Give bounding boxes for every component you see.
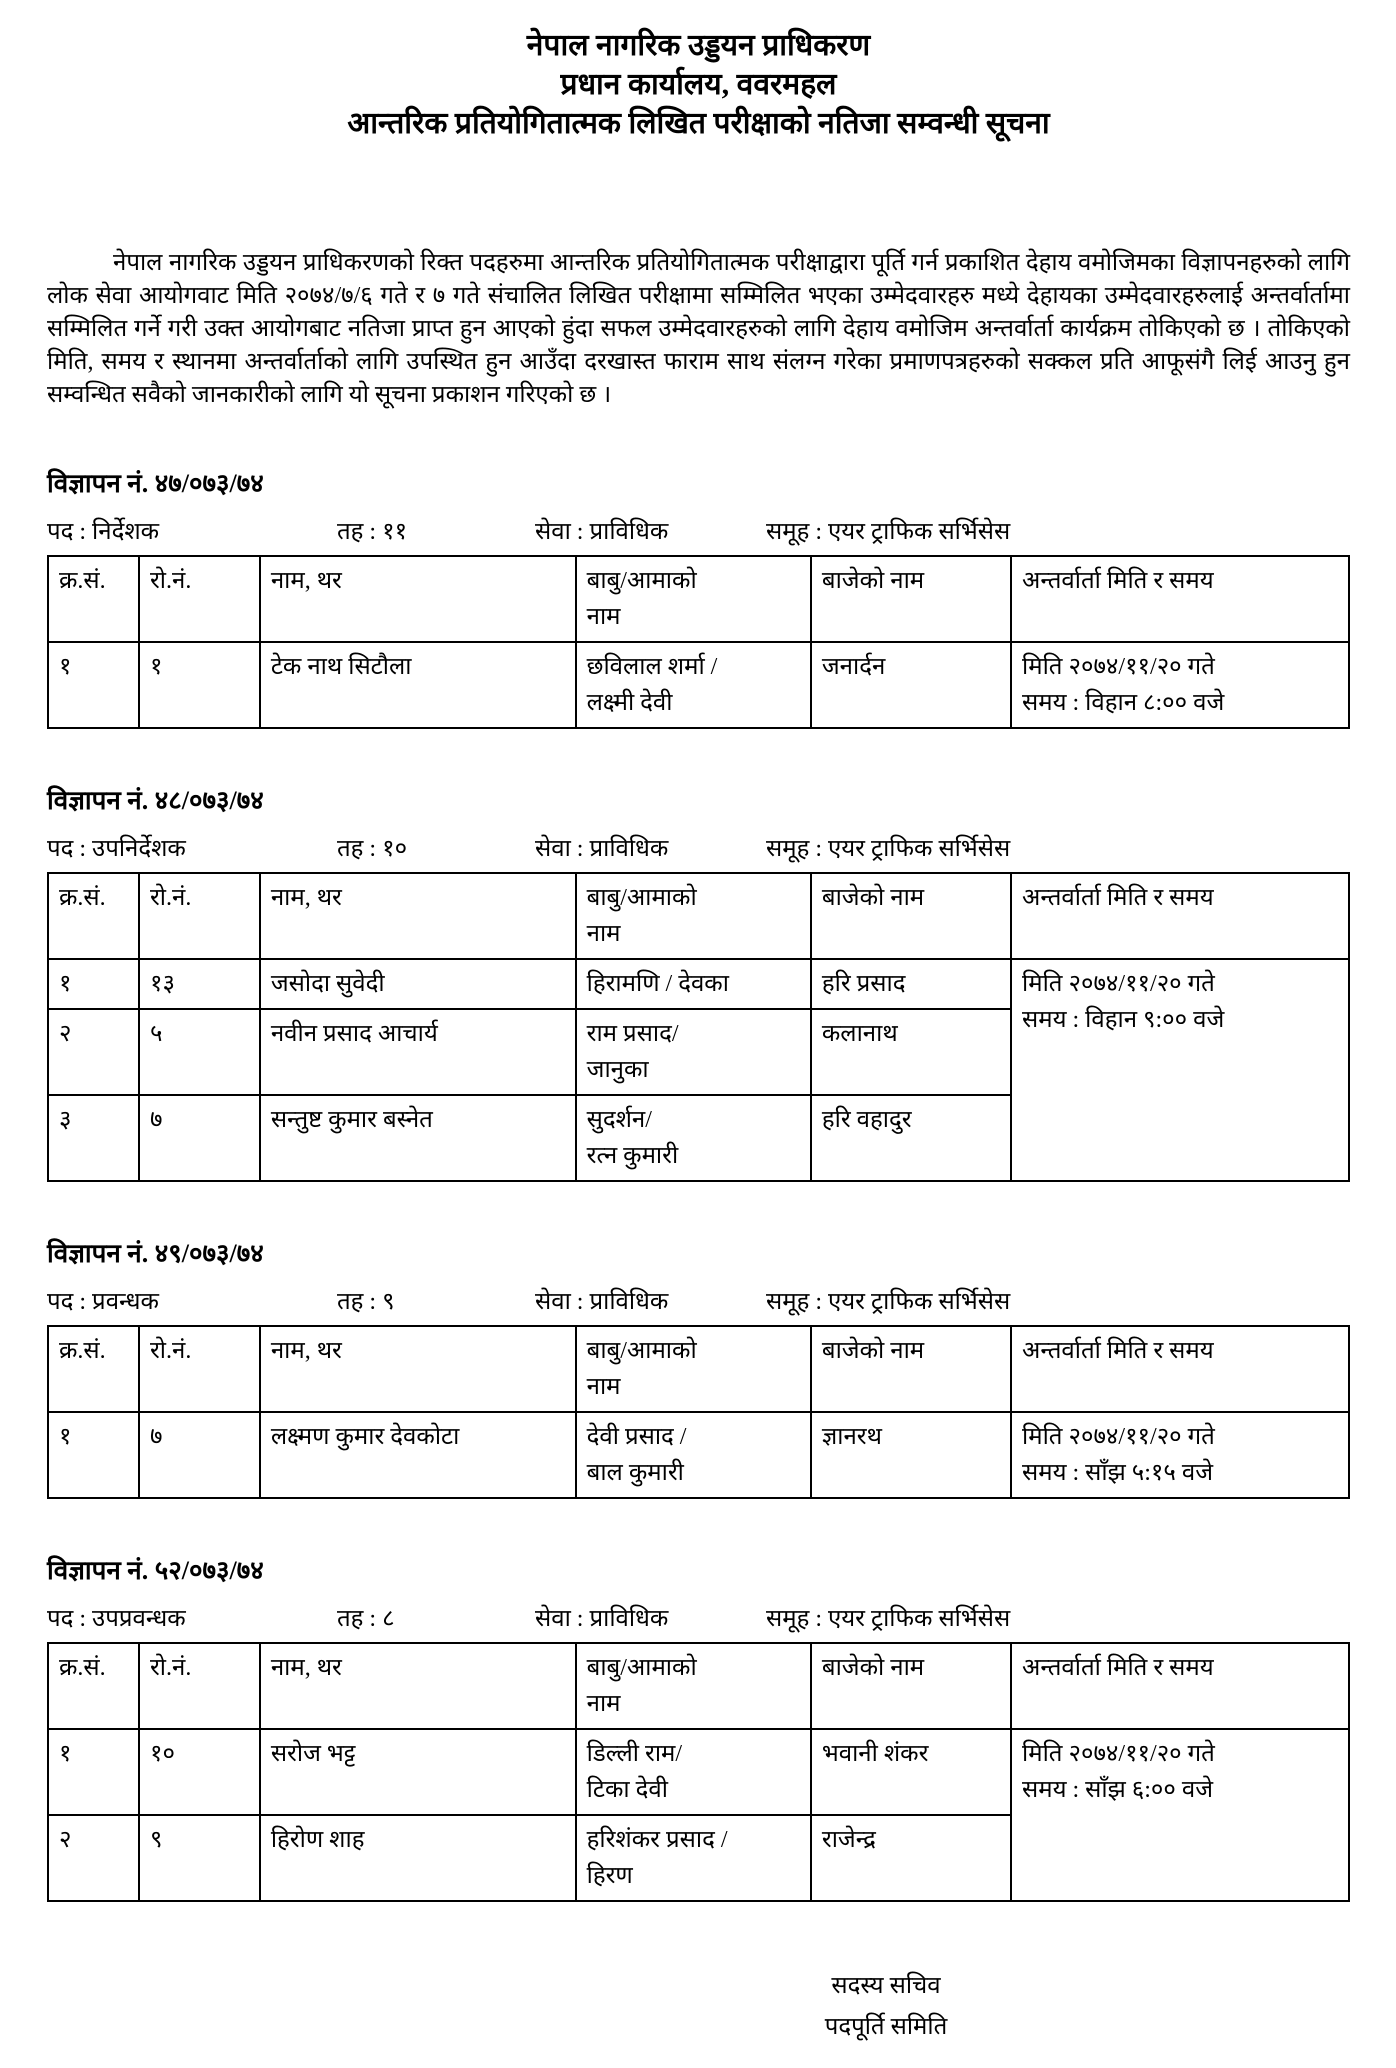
column-header: नाम, थर bbox=[260, 1326, 576, 1412]
parents-name-cell: हिरामणि / देवका bbox=[576, 959, 811, 1009]
name-cell: जसोदा सुवेदी bbox=[260, 959, 576, 1009]
serial-cell: २ bbox=[48, 1815, 139, 1901]
column-header: बाजेको नाम bbox=[811, 556, 1011, 642]
parents-name-cell: हरिशंकर प्रसाद / हिरण bbox=[576, 1815, 811, 1901]
title-block bbox=[47, 26, 1350, 143]
grandfather-name-cell: हरि प्रसाद bbox=[811, 959, 1011, 1009]
roll-number-cell: १० bbox=[139, 1729, 260, 1815]
table-body bbox=[48, 959, 1349, 1181]
advert-number: विज्ञापन नं. ५२/०७३/७४ bbox=[47, 1556, 264, 1585]
column-header: बाबु/आमाको नाम bbox=[576, 556, 811, 642]
column-header: नाम, थर bbox=[260, 556, 576, 642]
table-body bbox=[48, 1412, 1349, 1498]
table-body bbox=[48, 1729, 1349, 1901]
parents-name-cell: छविलाल शर्मा / लक्ष्मी देवी bbox=[576, 642, 811, 728]
name-cell: लक्ष्मण कुमार देवकोटा bbox=[260, 1412, 576, 1498]
serial-cell: १ bbox=[48, 642, 139, 728]
grandfather-name-cell: ज्ञानरथ bbox=[811, 1412, 1011, 1498]
column-header: क्र.सं. bbox=[48, 1326, 139, 1412]
column-header: अन्तर्वार्ता मिति र समय bbox=[1011, 1326, 1349, 1412]
meta-group: समूह : एयर ट्राफिक सर्भिसेस bbox=[766, 836, 1011, 862]
serial-cell: ३ bbox=[48, 1095, 139, 1181]
advert-number: विज्ञापन नं. ४७/०७३/७४ bbox=[47, 469, 264, 498]
candidates-table bbox=[47, 1642, 1350, 1902]
table-head bbox=[48, 873, 1349, 959]
column-header: क्र.सं. bbox=[48, 873, 139, 959]
roll-number-cell: १ bbox=[139, 642, 260, 728]
meta-level: तह : ९ bbox=[337, 1289, 395, 1315]
table-row bbox=[48, 959, 1349, 1009]
roll-number-cell: ५ bbox=[139, 1009, 260, 1095]
table-head bbox=[48, 1326, 1349, 1412]
table-body bbox=[48, 642, 1349, 728]
meta-service: सेवा : प्राविधिक bbox=[535, 836, 669, 862]
roll-number-cell: १३ bbox=[139, 959, 260, 1009]
office-name: प्रधान कार्यालय, ववरमहल bbox=[560, 68, 837, 101]
name-cell: नवीन प्रसाद आचार्य bbox=[260, 1009, 576, 1095]
roll-number-cell: ७ bbox=[139, 1412, 260, 1498]
column-header: रो.नं. bbox=[139, 873, 260, 959]
header-row bbox=[48, 1643, 1349, 1729]
table-row bbox=[48, 1729, 1349, 1815]
advert-meta bbox=[47, 514, 1350, 547]
column-header: क्र.सं. bbox=[48, 556, 139, 642]
interview-datetime-cell: मिति २०७४/११/२० गते समय : विहान ८:०० वजे bbox=[1011, 642, 1349, 728]
parents-name-cell: राम प्रसाद/ जानुका bbox=[576, 1009, 811, 1095]
column-header: बाजेको नाम bbox=[811, 1326, 1011, 1412]
serial-cell: २ bbox=[48, 1009, 139, 1095]
candidates-table bbox=[47, 555, 1350, 729]
signature-block bbox=[761, 1966, 1011, 2048]
meta-level: तह : ८ bbox=[337, 1606, 395, 1632]
column-header: बाबु/आमाको नाम bbox=[576, 1643, 811, 1729]
column-header: क्र.सं. bbox=[48, 1643, 139, 1729]
notice-subject: आन्तरिक प्रतियोगितात्मक लिखित परीक्षाको नतिजा सम्वन्धी सूचना bbox=[347, 107, 1050, 140]
grandfather-name-cell: हरि वहादुर bbox=[811, 1095, 1011, 1181]
header-row bbox=[48, 556, 1349, 642]
table-head bbox=[48, 556, 1349, 642]
advert-number: विज्ञापन नं. ४८/०७३/७४ bbox=[47, 786, 264, 815]
candidates-table bbox=[47, 1325, 1350, 1499]
signature-committee: पदपूर्ति समिति bbox=[824, 2014, 948, 2040]
name-cell: हिरोण शाह bbox=[260, 1815, 576, 1901]
header-row bbox=[48, 873, 1349, 959]
advert-meta bbox=[47, 1601, 1350, 1634]
meta-post: पद : प्रवन्धक bbox=[47, 1289, 159, 1315]
meta-group: समूह : एयर ट्राफिक सर्भिसेस bbox=[766, 1289, 1011, 1315]
roll-number-cell: ९ bbox=[139, 1815, 260, 1901]
roll-number-cell: ७ bbox=[139, 1095, 260, 1181]
meta-group: समूह : एयर ट्राफिक सर्भिसेस bbox=[766, 519, 1011, 545]
table-row bbox=[48, 1412, 1349, 1498]
serial-cell: १ bbox=[48, 959, 139, 1009]
signature-title: सदस्य सचिव bbox=[831, 1973, 941, 1999]
serial-cell: १ bbox=[48, 1412, 139, 1498]
column-header: अन्तर्वार्ता मिति र समय bbox=[1011, 556, 1349, 642]
table-head bbox=[48, 1643, 1349, 1729]
advert-number: विज्ञापन नं. ४९/०७३/७४ bbox=[47, 1239, 264, 1268]
meta-post: पद : उपनिर्देशक bbox=[47, 836, 186, 862]
column-header: बाबु/आमाको नाम bbox=[576, 1326, 811, 1412]
column-header: रो.नं. bbox=[139, 1643, 260, 1729]
column-header: रो.नं. bbox=[139, 556, 260, 642]
name-cell: टेक नाथ सिटौला bbox=[260, 642, 576, 728]
meta-group: समूह : एयर ट्राफिक सर्भिसेस bbox=[766, 1606, 1011, 1632]
grandfather-name-cell: राजेन्द्र bbox=[811, 1815, 1011, 1901]
grandfather-name-cell: भवानी शंकर bbox=[811, 1729, 1011, 1815]
org-name: नेपाल नागरिक उड्डयन प्राधिकरण bbox=[526, 29, 871, 62]
column-header: रो.नं. bbox=[139, 1326, 260, 1412]
advert-section bbox=[47, 1234, 1350, 1499]
column-header: बाजेको नाम bbox=[811, 873, 1011, 959]
name-cell: सन्तुष्ट कुमार बस्नेत bbox=[260, 1095, 576, 1181]
interview-datetime-cell: मिति २०७४/११/२० गते समय : विहान ९:०० वजे bbox=[1011, 959, 1349, 1181]
candidates-table bbox=[47, 872, 1350, 1182]
advert-section bbox=[47, 464, 1350, 729]
grandfather-name-cell: जनार्दन bbox=[811, 642, 1011, 728]
column-header: बाजेको नाम bbox=[811, 1643, 1011, 1729]
column-header: नाम, थर bbox=[260, 873, 576, 959]
column-header: नाम, थर bbox=[260, 1643, 576, 1729]
interview-datetime-cell: मिति २०७४/११/२० गते समय : साँझ ५:१५ वजे bbox=[1011, 1412, 1349, 1498]
table-row bbox=[48, 642, 1349, 728]
parents-name-cell: डिल्ली राम/ टिका देवी bbox=[576, 1729, 811, 1815]
column-header: अन्तर्वार्ता मिति र समय bbox=[1011, 1643, 1349, 1729]
meta-post: पद : निर्देशक bbox=[47, 519, 160, 545]
advert-meta bbox=[47, 831, 1350, 864]
meta-level: तह : १० bbox=[337, 836, 408, 862]
serial-cell: १ bbox=[48, 1729, 139, 1815]
parents-name-cell: देवी प्रसाद / बाल कुमारी bbox=[576, 1412, 811, 1498]
interview-datetime-cell: मिति २०७४/११/२० गते समय : साँझ ६:०० वजे bbox=[1011, 1729, 1349, 1901]
meta-post: पद : उपप्रवन्धक bbox=[47, 1606, 186, 1632]
grandfather-name-cell: कलानाथ bbox=[811, 1009, 1011, 1095]
meta-service: सेवा : प्राविधिक bbox=[535, 1289, 669, 1315]
meta-service: सेवा : प्राविधिक bbox=[535, 519, 669, 545]
column-header: अन्तर्वार्ता मिति र समय bbox=[1011, 873, 1349, 959]
advert-sections bbox=[47, 464, 1350, 1902]
advert-section bbox=[47, 1551, 1350, 1902]
meta-level: तह : ११ bbox=[337, 519, 408, 545]
notice-paragraph: नेपाल नागरिक उड्डयन प्राधिकरणको रिक्त पदहरुमा आन्तरिक प्रतियोगितात्मक परीक्षाद्वारा पूर्ति गर्न प्रकाशित देहाय वमोजिमका विज्ञापनहरुको लागि लोक सेवा आयोगवाट मिति २०७४/७/६ गते र ७ गते संचालित लिखित परीक्षामा सम्मिलित भएका उम्मेदवारहरु मध्ये देहायका उम्मेदवारहरुलाई अन्तर्वार्तामा सम्मिलित गर्ने गरी उक्त आयोगबाट नतिजा प्राप्त हुन आएको हुंदा सफल उम्मेदवारहरुको लागि देहाय वमोजिम अन्तर्वार्ता कार्यक्रम तोकिएको छ । तोकिएको मिति, समय र स्थानमा अन्तर्वार्ताको लागि उपस्थित हुन आउँदा दरखास्त फाराम साथ संलग्न गरेका प्रमाणपत्रहरुको सक्कल प्रति आफूसंगै लिई आउनु हुन सम्वन्धित सवैको जानकारीको लागि यो सूचना प्रकाशन गरिएको छ । bbox=[47, 250, 1350, 408]
advert-meta bbox=[47, 1284, 1350, 1317]
advert-section bbox=[47, 781, 1350, 1182]
meta-service: सेवा : प्राविधिक bbox=[535, 1606, 669, 1632]
name-cell: सरोज भट्ट bbox=[260, 1729, 576, 1815]
column-header: बाबु/आमाको नाम bbox=[576, 873, 811, 959]
header-row bbox=[48, 1326, 1349, 1412]
parents-name-cell: सुदर्शन/ रत्न कुमारी bbox=[576, 1095, 811, 1181]
